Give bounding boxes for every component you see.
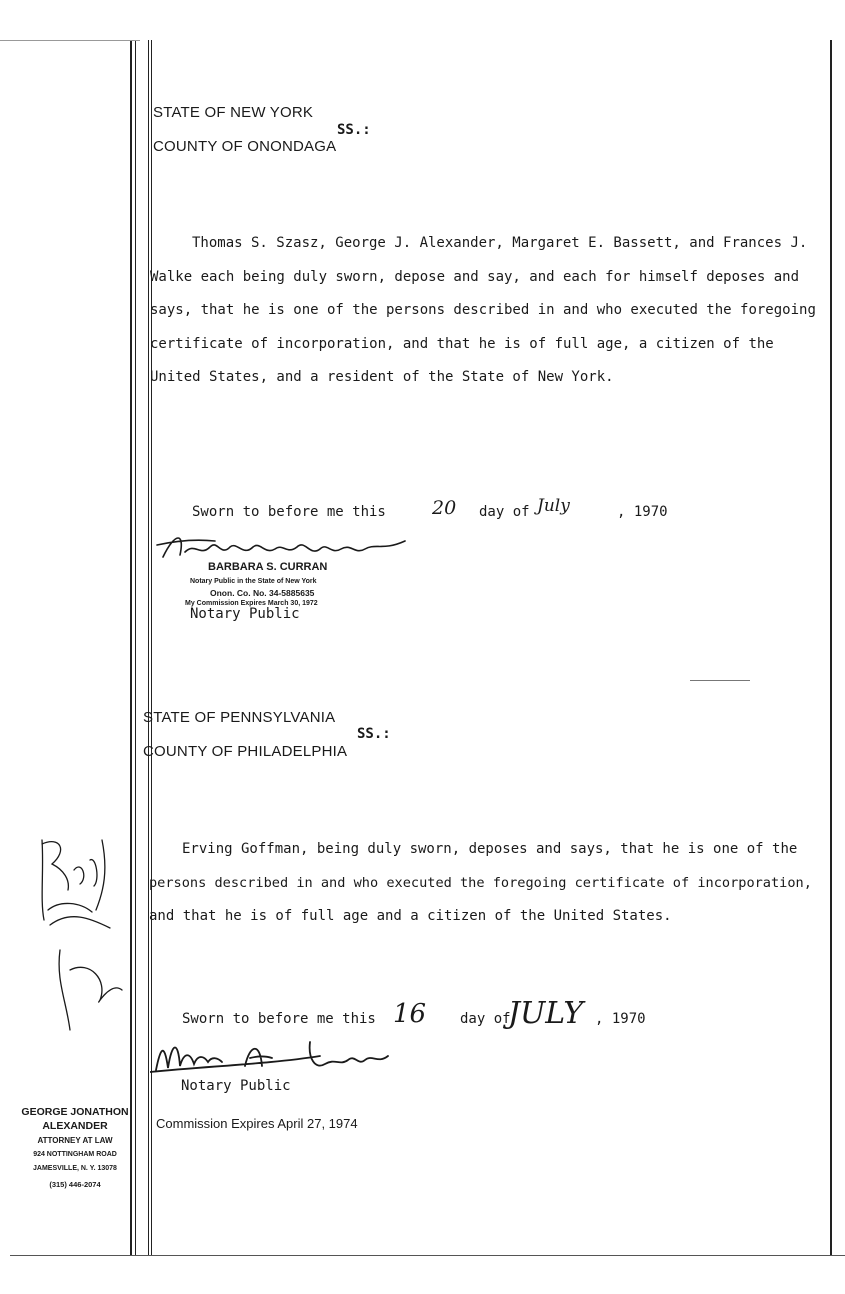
sworn-year-2: , 1970 [595, 1011, 646, 1027]
notary-stamp-line-3: My Commission Expires March 30, 1972 [185, 600, 318, 607]
affidavit-paragraph-2 [149, 833, 812, 934]
sworn-day-handwritten-1: 20 [432, 497, 457, 519]
left-margin-rule-inner-1 [135, 40, 136, 1255]
letterhead-phone: (315) 446-2074 [49, 1180, 101, 1189]
ss-marker-1: SS.: [337, 122, 371, 138]
commission-expires: Commission Expires April 27, 1974 [156, 1116, 358, 1131]
stray-mark-line [690, 680, 750, 681]
sworn-day-of-2: day of [460, 1011, 511, 1027]
right-margin-rule [830, 40, 832, 1255]
paragraph-line: Walke each being duly sworn, depose and say, and each for himself deposes and [150, 268, 800, 285]
venue-county-philadelphia: COUNTY OF PHILADELPHIA [143, 743, 348, 760]
paragraph-line: United States, and a resident of the State of New York. [150, 369, 614, 385]
affidavit-paragraph-1 [150, 227, 816, 395]
venue-county-onondaga: COUNTY OF ONONDAGA [153, 138, 337, 155]
sworn-text-1: Sworn to before me this [192, 504, 386, 520]
letterhead-name-line-1: GEORGE JONATHON [21, 1106, 129, 1118]
notary-stamp-line-2: Onon. Co. No. 34-5885635 [210, 588, 315, 598]
sworn-month-handwritten-1: July [537, 496, 570, 516]
letterhead-address-1: 924 NOTTINGHAM ROAD [33, 1151, 117, 1158]
sworn-month-handwritten-2: JULY [508, 996, 584, 1031]
paragraph-line: says, that he is one of the persons described in and who executed the foregoing [150, 302, 816, 318]
letterhead-name-line-2: ALEXANDER [42, 1120, 108, 1132]
paragraph-line: Thomas S. Szasz, George J. Alexander, Margaret E. Bassett, and Frances J. [192, 235, 808, 251]
paragraph-line: and that he is of full age and a citizen of the United States. [149, 908, 672, 924]
paragraph-line: certificate of incorporation, and that he is of full age, a citizen of the [150, 335, 774, 352]
letterhead-title: ATTORNEY AT LAW [37, 1136, 113, 1145]
signature-notary-lerner [150, 1030, 410, 1080]
notary-stamp-line-1: Notary Public in the State of New York [190, 578, 317, 585]
margin-handwritten-annotation [30, 830, 130, 1050]
sworn-year-1: , 1970 [617, 504, 668, 520]
venue-state-pennsylvania: STATE OF PENNSYLVANIA [143, 709, 336, 726]
sworn-day-of-1: day of [479, 504, 530, 520]
notary-stamp-name: BARBARA S. CURRAN [208, 561, 328, 573]
venue-state-new-york: STATE OF NEW YORK [153, 104, 314, 121]
sworn-day-handwritten-2: 16 [393, 999, 427, 1029]
letterhead-address-2: JAMESVILLE, N. Y. 13078 [33, 1165, 117, 1172]
top-dash-rule [0, 40, 140, 41]
sworn-text-2: Sworn to before me this [182, 1011, 376, 1027]
notary-public-label-2: Notary Public [181, 1078, 291, 1094]
paragraph-line: Erving Goffman, being duly sworn, deposes and says, that he is one of the [182, 841, 798, 857]
bottom-rule [10, 1255, 845, 1256]
ss-marker-2: SS.: [357, 726, 391, 742]
notary-public-label-1: Notary Public [190, 606, 300, 622]
left-margin-rule-outer [130, 40, 132, 1255]
paragraph-line: persons described in and who executed the foregoing certificate of incorporation, [149, 874, 812, 891]
left-margin-rule-inner-2 [148, 40, 149, 1255]
